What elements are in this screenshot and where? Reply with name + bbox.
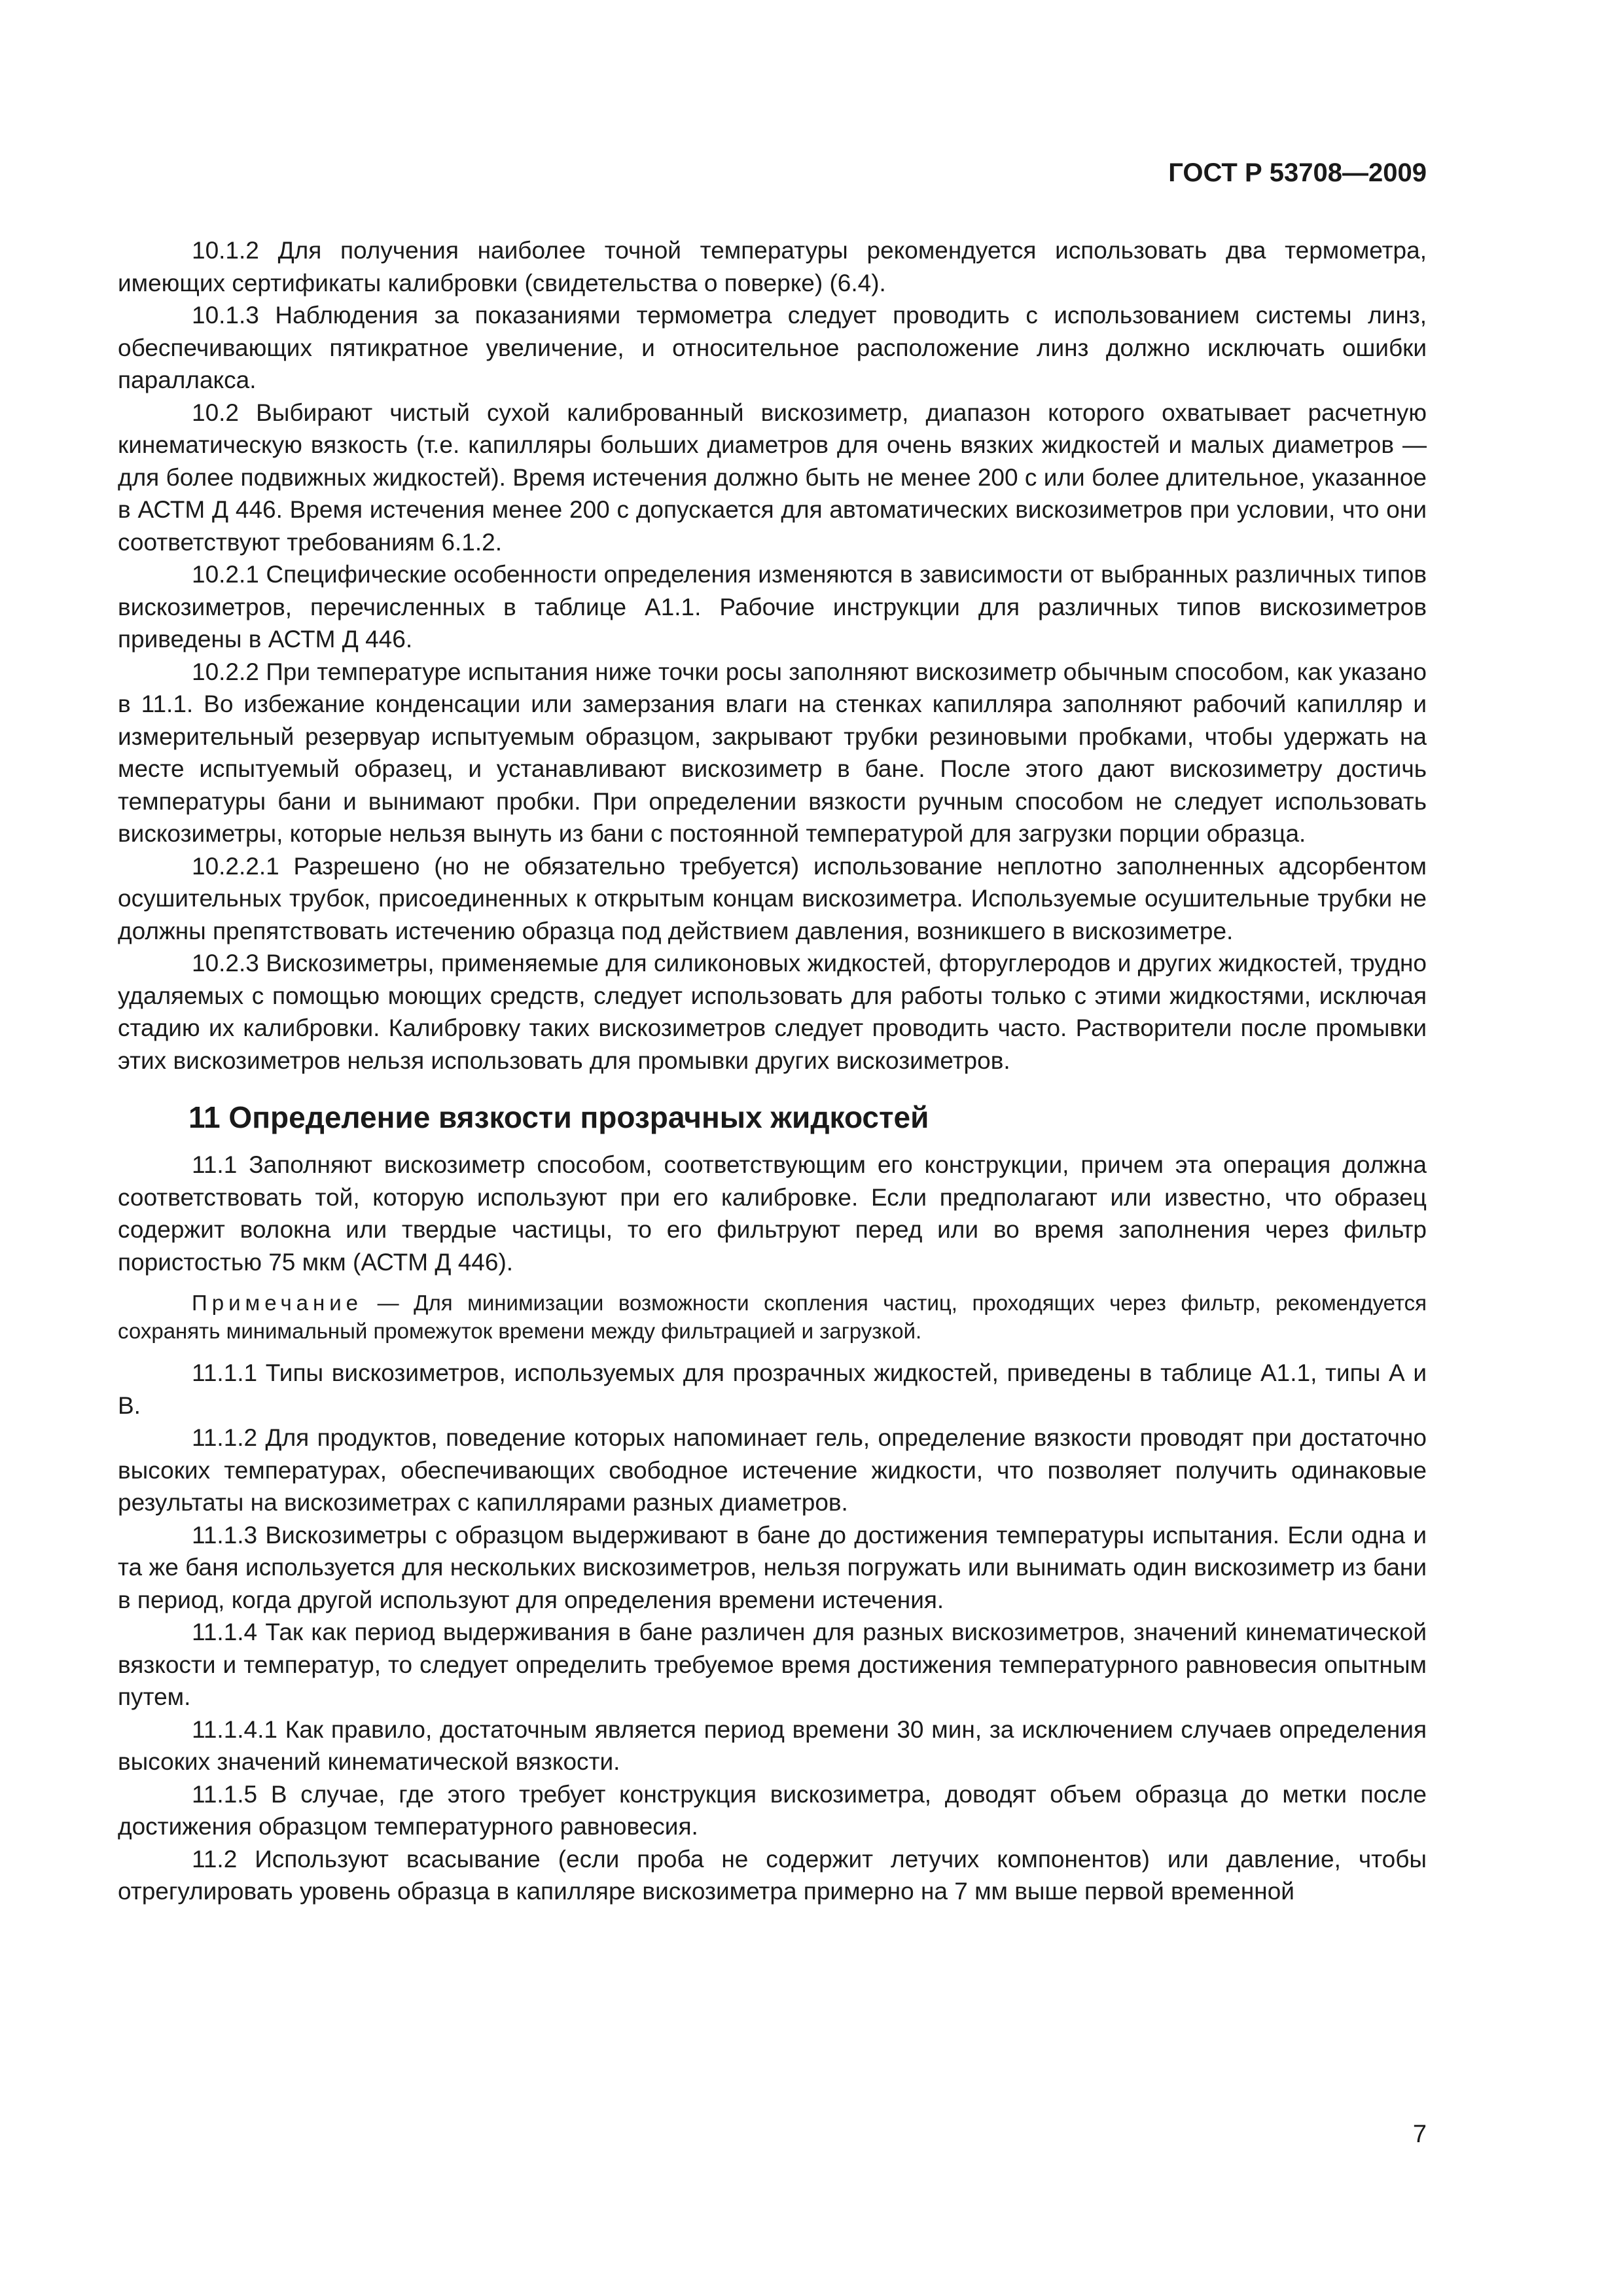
paragraph-11-1-2: 11.1.2 Для продуктов, поведение которых напоминает гель, определение вязкости проводят при достаточно высоких температурах, обеспечивающих свободное истечение жидкости, что позволяет получить одинаковые результаты на вискозиметрах с капиллярами разных диаметров. [118,1424,1427,1516]
standard-header: ГОСТ Р 53708—2009 [1168,158,1427,187]
paragraph-11-1-5: 11.1.5 В случае, где этого требует конструкция вискозиметра, доводят объем образца до метки после достижения образцом температурного равновесия. [118,1780,1427,1840]
paragraph-10-2-1: 10.2.1 Специфические особенности определения изменяются в зависимости от выбранных различных типов вискозиметров, перечисленных в таблице А1.1. Рабочие инструкции для различных типов вискозиметров приведены в АСТМ Д 446. [118,561,1427,653]
paragraph-11-2: 11.2 Используют всасывание (если проба не содержит летучих компонентов) или давление, чтобы отрегулировать уровень образца в капилляре вискозиметра примерно на 7 мм выше первой временной [118,1845,1427,1905]
paragraph-10-1-3: 10.1.3 Наблюдения за показаниями термометра следует проводить с использованием системы линз, обеспечивающих пятикратное увеличение, и относительное расположение линз должно исключать ошибки параллакса. [118,302,1427,393]
paragraph-11-1-4: 11.1.4 Так как период выдерживания в бане различен для разных вискозиметров, значений кинематической вязкости и температур, то следует определить требуемое время достижения температурного равновесия опытным путем. [118,1619,1427,1710]
paragraph-11-1-3: 11.1.3 Вискозиметры с образцом выдерживают в бане до достижения температуры испытания. Если одна и та же баня используется для нескольких вискозиметров, нельзя погружать или вынимать один вискозиметр из бани в период, когда другой используют для определения времени истечения. [118,1521,1427,1613]
note-text: — Для минимизации возможности скопления частиц, проходящих через фильтр, рекомендуется сохранять минимальный промежуток времени между фильтрацией и загрузкой. [118,1291,1427,1343]
note-label: Примечание [192,1291,363,1315]
document-page [118,0,1427,2296]
paragraph-10-2-3: 10.2.3 Вискозиметры, применяемые для силиконовых жидкостей, фторуглеродов и других жидкостей, трудно удаляемых с помощью моющих средств, следует использовать для работы только с этими жидкостями, исключая стадию их калибровки. Калибровку таких вискозиметров следует проводить часто. Растворители после промывки этих вискозиметров нельзя использовать для промывки других вискозиметров. [118,950,1427,1074]
note [118,1289,1427,1345]
paragraph-10-2: 10.2 Выбирают чистый сухой калиброванный вискозиметр, диапазон которого охватывает расчетную кинематическую вязкость (т.е. капилляры больших диаметров для очень вязких жидкостей и малых диаметров — для более подвижных жидкостей). Время истечения должно быть не менее 200 с или более длительное, указанное в АСТМ Д 446. Время истечения менее 200 с допускается для автоматических вискозиметров при условии, что они соответствуют требованиям 6.1.2. [118,399,1427,556]
paragraph-10-2-2: 10.2.2 При температуре испытания ниже точки росы заполняют вискозиметр обычным способом, как указано в 11.1. Во избежание конденсации или замерзания влаги на стенках капилляра заполняют рабочий капилляр и измерительный резервуар испытуемым образцом, закрывают трубки резиновыми пробками, чтобы удержать на месте испытуемый образец, и устанавливают вискозиметр в бане. После этого дают вискозиметру достичь температуры бани и вынимают пробки. При определении вязкости ручным способом не следует использовать вискозиметры, которые нельзя вынуть из бани с постоянной температурой для загрузки порции образца. [118,658,1427,847]
paragraph-10-1-2: 10.1.2 Для получения наиболее точной температуры рекомендуется использовать два термометра, имеющих сертификаты калибровки (свидетельства о поверке) (6.4). [118,237,1427,296]
paragraph-11-1-4-1: 11.1.4.1 Как правило, достаточным является период времени 30 мин, за исключением случаев определения высоких значений кинематической вязкости. [118,1715,1427,1775]
paragraph-10-2-2-1: 10.2.2.1 Разрешено (но не обязательно требуется) использование неплотно заполненных адсорбентом осушительных трубок, присоединенных к открытым концам вискозиметра. Используемые осушительные трубки не должны препятствовать истечению образца под действием давления, возникшего в вискозиметре. [118,852,1427,944]
page-number: 7 [1412,2121,1427,2148]
paragraph-11-1-1: 11.1.1 Типы вискозиметров, используемых для прозрачных жидкостей, приведены в таблице А1.1, типы А и В. [118,1359,1427,1419]
section-11-heading: 11 Определение вязкости прозрачных жидкостей [188,1100,929,1134]
document-body [118,234,1427,1908]
paragraph-11-1: 11.1 Заполняют вискозиметр способом, соответствующим его конструкции, причем эта операция должна соответствовать той, которую используют при его калибровке. Если предполагают или известно, что образец содержит волокна или твердые частицы, то его фильтруют перед или во время заполнения через фильтр пористостью 75 мкм (АСТМ Д 446). [118,1151,1427,1276]
